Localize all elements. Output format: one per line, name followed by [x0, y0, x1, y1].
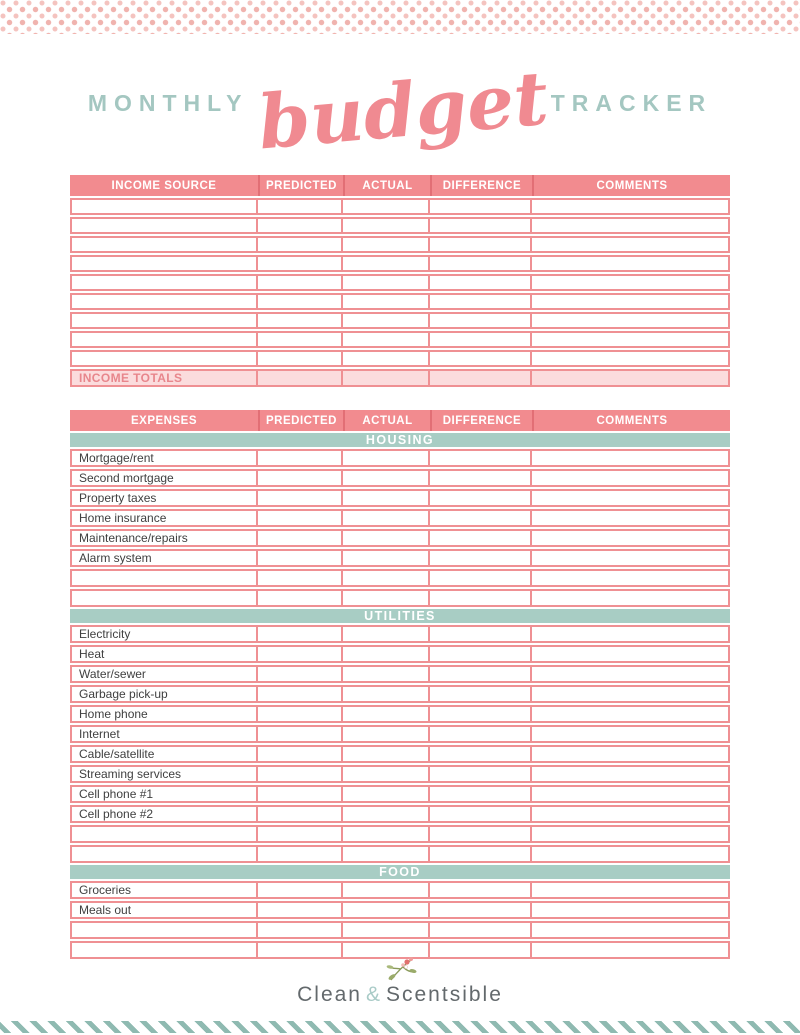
expense-value-cell: [430, 645, 532, 663]
income-cell: [532, 293, 730, 310]
income-cell: [430, 293, 532, 310]
income-cell: [430, 312, 532, 329]
expense-value-cell: [343, 469, 430, 487]
section-header-food: FOOD: [70, 865, 730, 879]
income-cell: [532, 198, 730, 215]
expense-value-cell: [532, 825, 730, 843]
income-header-cell: INCOME SOURCE: [70, 175, 258, 196]
expense-value-cell: [430, 725, 532, 743]
income-header-row: [70, 175, 730, 196]
expense-value-cell: [430, 449, 532, 467]
income-row: [70, 217, 730, 234]
expense-value-cell: [258, 901, 343, 919]
expense-value-cell: [258, 529, 343, 547]
expense-label-cell: Second mortgage: [70, 469, 258, 487]
expense-value-cell: [343, 489, 430, 507]
expenses-header-cell: ACTUAL: [343, 410, 430, 431]
expense-value-cell: [343, 529, 430, 547]
expense-row: [70, 469, 730, 487]
expense-value-cell: [430, 765, 532, 783]
expense-value-cell: [430, 665, 532, 683]
expense-value-cell: [258, 625, 343, 643]
expense-value-cell: [258, 665, 343, 683]
expense-value-cell: [343, 825, 430, 843]
expense-value-cell: [258, 845, 343, 863]
title-budget-script: budget: [255, 55, 552, 167]
expense-value-cell: [532, 569, 730, 587]
expense-row: [70, 705, 730, 723]
expense-value-cell: [430, 921, 532, 939]
income-cell: [343, 236, 430, 253]
section-row: [70, 865, 730, 879]
expense-value-cell: [343, 685, 430, 703]
income-cell: [258, 312, 343, 329]
expense-label-cell: [70, 845, 258, 863]
expense-row: [70, 765, 730, 783]
expense-value-cell: [532, 665, 730, 683]
expense-value-cell: [258, 509, 343, 527]
expense-value-cell: [430, 549, 532, 567]
expense-row: [70, 569, 730, 587]
expense-row: [70, 509, 730, 527]
income-cell: [258, 236, 343, 253]
income-table: [70, 173, 730, 389]
expense-value-cell: [343, 509, 430, 527]
expense-row: [70, 665, 730, 683]
expense-label-cell: [70, 921, 258, 939]
expense-value-cell: [343, 745, 430, 763]
brand-footer: [0, 954, 800, 1007]
expense-value-cell: [343, 901, 430, 919]
expense-value-cell: [430, 569, 532, 587]
expense-value-cell: [258, 881, 343, 899]
expense-value-cell: [532, 625, 730, 643]
expense-value-cell: [343, 725, 430, 743]
income-cell: [343, 274, 430, 291]
expense-value-cell: [532, 881, 730, 899]
income-cell: [532, 274, 730, 291]
income-cell: [258, 198, 343, 215]
stripe-border: [0, 1021, 800, 1033]
page-title: [0, 38, 800, 168]
expense-value-cell: [430, 625, 532, 643]
expense-value-cell: [258, 569, 343, 587]
income-cell: [532, 217, 730, 234]
expense-row: [70, 881, 730, 899]
expense-value-cell: [430, 845, 532, 863]
expense-value-cell: [430, 489, 532, 507]
expense-label-cell: Electricity: [70, 625, 258, 643]
expense-label-cell: Meals out: [70, 901, 258, 919]
expense-value-cell: [430, 589, 532, 607]
expense-value-cell: [430, 805, 532, 823]
expense-label-cell: Heat: [70, 645, 258, 663]
income-cell: [532, 350, 730, 367]
income-cell: [430, 331, 532, 348]
income-totals-cell: [430, 369, 532, 387]
expense-label-cell: Groceries: [70, 881, 258, 899]
expense-row: [70, 805, 730, 823]
expense-value-cell: [258, 589, 343, 607]
expense-value-cell: [343, 569, 430, 587]
expense-label-cell: [70, 589, 258, 607]
income-cell: [430, 236, 532, 253]
income-cell: [70, 331, 258, 348]
income-cell: [343, 331, 430, 348]
expense-row: [70, 901, 730, 919]
section-header-housing: HOUSING: [70, 433, 730, 447]
expense-label-cell: Mortgage/rent: [70, 449, 258, 467]
income-cell: [343, 312, 430, 329]
income-header-cell: ACTUAL: [343, 175, 430, 196]
income-cell: [70, 293, 258, 310]
income-table-header: [70, 175, 730, 196]
expense-row: [70, 725, 730, 743]
income-totals-cell: [343, 369, 430, 387]
income-cell: [430, 198, 532, 215]
expense-label-cell: Streaming services: [70, 765, 258, 783]
expenses-table-body: [70, 433, 730, 959]
expense-value-cell: [532, 745, 730, 763]
expense-value-cell: [343, 785, 430, 803]
expense-label-cell: Cable/satellite: [70, 745, 258, 763]
income-cell: [532, 312, 730, 329]
expense-label-cell: Maintenance/repairs: [70, 529, 258, 547]
income-cell: [258, 255, 343, 272]
expense-value-cell: [532, 921, 730, 939]
expense-label-cell: [70, 825, 258, 843]
expense-value-cell: [430, 529, 532, 547]
expense-row: [70, 645, 730, 663]
expense-value-cell: [532, 685, 730, 703]
expense-row: [70, 685, 730, 703]
income-cell: [430, 274, 532, 291]
income-row: [70, 312, 730, 329]
expense-value-cell: [532, 765, 730, 783]
title-monthly: MONTHLY: [87, 89, 249, 116]
expense-value-cell: [258, 805, 343, 823]
income-cell: [343, 293, 430, 310]
expense-label-cell: Home insurance: [70, 509, 258, 527]
expense-value-cell: [258, 549, 343, 567]
expense-label-cell: Cell phone #1: [70, 785, 258, 803]
income-cell: [343, 350, 430, 367]
expense-value-cell: [343, 645, 430, 663]
expense-value-cell: [258, 785, 343, 803]
income-cell: [430, 255, 532, 272]
expense-value-cell: [258, 745, 343, 763]
expense-value-cell: [258, 685, 343, 703]
expense-value-cell: [343, 921, 430, 939]
expense-label-cell: [70, 569, 258, 587]
expense-value-cell: [532, 549, 730, 567]
expense-value-cell: [532, 725, 730, 743]
income-row: [70, 293, 730, 310]
expense-value-cell: [532, 645, 730, 663]
expense-value-cell: [430, 685, 532, 703]
expense-value-cell: [343, 881, 430, 899]
income-header-cell: PREDICTED: [258, 175, 343, 196]
expense-row: [70, 921, 730, 939]
income-cell: [70, 255, 258, 272]
expense-label-cell: Garbage pick-up: [70, 685, 258, 703]
expenses-header-row: [70, 410, 730, 431]
income-header-cell: DIFFERENCE: [430, 175, 532, 196]
expense-value-cell: [258, 645, 343, 663]
income-row: [70, 236, 730, 253]
polka-dot-border: [0, 0, 800, 34]
expense-value-cell: [430, 825, 532, 843]
expense-value-cell: [258, 921, 343, 939]
expense-value-cell: [258, 765, 343, 783]
income-row: [70, 274, 730, 291]
expense-value-cell: [258, 489, 343, 507]
expense-value-cell: [532, 845, 730, 863]
section-row: [70, 433, 730, 447]
expense-value-cell: [532, 589, 730, 607]
income-row: [70, 350, 730, 367]
income-totals-label: INCOME TOTALS: [70, 369, 258, 387]
expense-value-cell: [430, 469, 532, 487]
title-tracker: TRACKER: [550, 89, 713, 116]
expense-value-cell: [258, 449, 343, 467]
expenses-header-cell: DIFFERENCE: [430, 410, 532, 431]
expense-value-cell: [430, 705, 532, 723]
expense-label-cell: Internet: [70, 725, 258, 743]
expenses-header-cell: EXPENSES: [70, 410, 258, 431]
expense-row: [70, 549, 730, 567]
income-cell: [258, 350, 343, 367]
expense-value-cell: [532, 449, 730, 467]
expense-value-cell: [532, 705, 730, 723]
expense-row: [70, 529, 730, 547]
expense-value-cell: [343, 449, 430, 467]
expense-value-cell: [343, 805, 430, 823]
expenses-table: [70, 408, 730, 961]
expense-value-cell: [430, 785, 532, 803]
expense-row: [70, 589, 730, 607]
expense-value-cell: [258, 825, 343, 843]
income-header-cell: COMMENTS: [532, 175, 730, 196]
income-cell: [258, 293, 343, 310]
expense-value-cell: [430, 509, 532, 527]
income-cell: [70, 312, 258, 329]
income-cell: [70, 274, 258, 291]
expense-value-cell: [343, 589, 430, 607]
section-header-utilities: UTILITIES: [70, 609, 730, 623]
section-row: [70, 609, 730, 623]
income-row: [70, 331, 730, 348]
expense-value-cell: [258, 705, 343, 723]
expense-label-cell: Water/sewer: [70, 665, 258, 683]
expense-value-cell: [343, 765, 430, 783]
income-cell: [532, 331, 730, 348]
expense-row: [70, 489, 730, 507]
expense-value-cell: [343, 845, 430, 863]
expense-value-cell: [343, 705, 430, 723]
expense-value-cell: [430, 901, 532, 919]
expenses-header-cell: COMMENTS: [532, 410, 730, 431]
expense-value-cell: [532, 805, 730, 823]
brand-ampersand: &: [365, 983, 382, 1006]
income-cell: [258, 217, 343, 234]
expense-row: [70, 745, 730, 763]
expenses-table-header: [70, 410, 730, 431]
income-table-body: [70, 198, 730, 387]
income-row: [70, 255, 730, 272]
floral-sprig-icon: [377, 954, 423, 984]
income-cell: [430, 350, 532, 367]
expense-label-cell: Property taxes: [70, 489, 258, 507]
expense-row: [70, 625, 730, 643]
expense-row: [70, 825, 730, 843]
income-cell: [343, 217, 430, 234]
expense-label-cell: Alarm system: [70, 549, 258, 567]
expense-label-cell: Cell phone #2: [70, 805, 258, 823]
income-totals-cell: [532, 369, 730, 387]
expense-value-cell: [532, 529, 730, 547]
income-cell: [70, 217, 258, 234]
expenses-header-cell: PREDICTED: [258, 410, 343, 431]
expense-value-cell: [532, 469, 730, 487]
income-cell: [343, 255, 430, 272]
income-cell: [532, 255, 730, 272]
income-cell: [70, 198, 258, 215]
expense-value-cell: [343, 665, 430, 683]
expense-row: [70, 449, 730, 467]
income-cell: [430, 217, 532, 234]
income-cell: [258, 274, 343, 291]
expense-value-cell: [258, 725, 343, 743]
income-cell: [258, 331, 343, 348]
expense-row: [70, 845, 730, 863]
income-cell: [70, 350, 258, 367]
expense-value-cell: [532, 509, 730, 527]
expense-value-cell: [532, 785, 730, 803]
income-cell: [70, 236, 258, 253]
income-cell: [532, 236, 730, 253]
expense-value-cell: [430, 745, 532, 763]
expense-row: [70, 785, 730, 803]
expense-value-cell: [532, 489, 730, 507]
brand-first-word: Clean: [297, 983, 362, 1006]
expense-value-cell: [343, 625, 430, 643]
expense-value-cell: [532, 901, 730, 919]
brand-text: [0, 982, 800, 1007]
expense-value-cell: [258, 469, 343, 487]
income-totals-row: [70, 369, 730, 387]
income-row: [70, 198, 730, 215]
expense-label-cell: Home phone: [70, 705, 258, 723]
expense-value-cell: [430, 881, 532, 899]
brand-second-word: Scentsible: [386, 983, 503, 1006]
income-totals-cell: [258, 369, 343, 387]
income-cell: [343, 198, 430, 215]
expense-value-cell: [343, 549, 430, 567]
